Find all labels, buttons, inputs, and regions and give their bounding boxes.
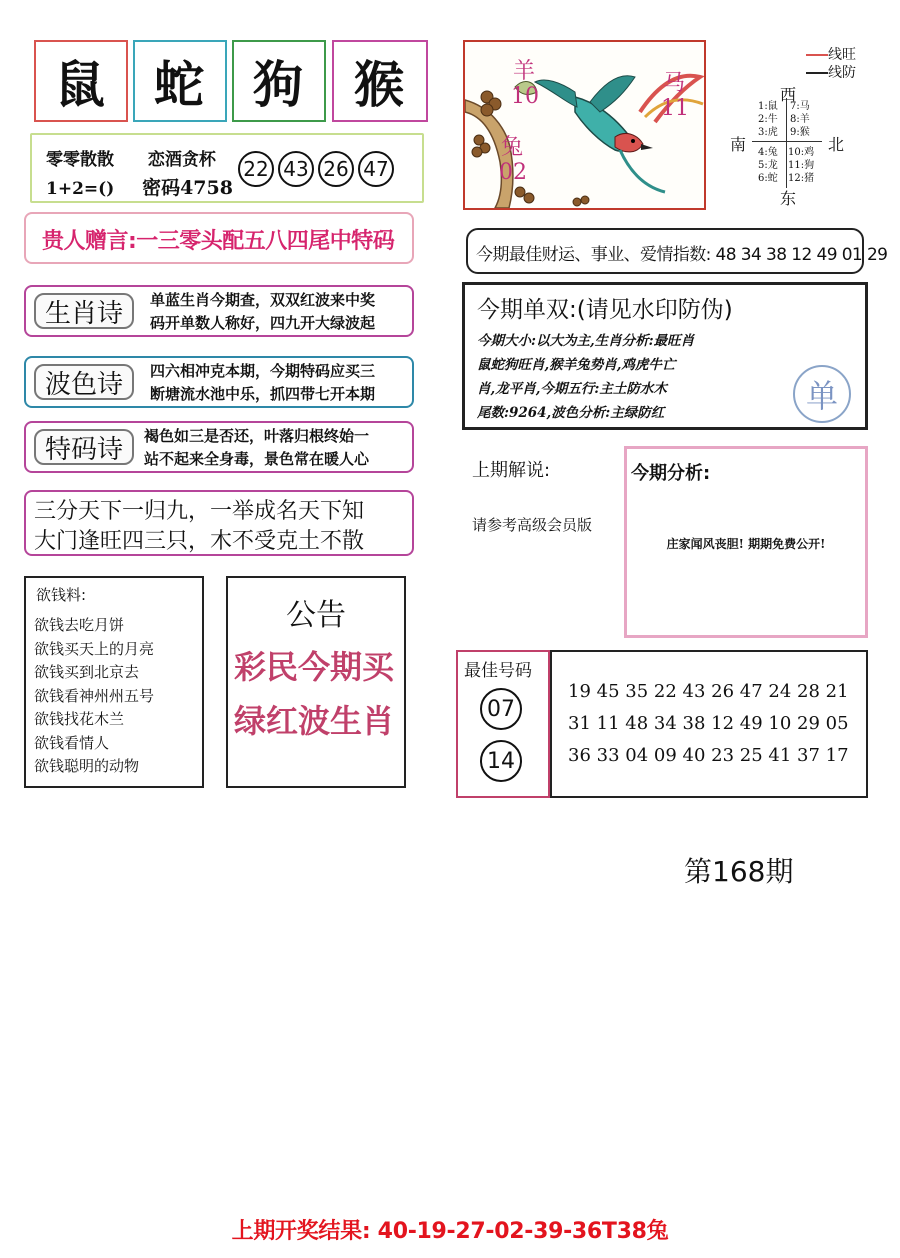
best-number-rows [568, 676, 849, 772]
poem-line: 站不起来全身毒，景色常在暖人心 [144, 450, 370, 468]
best-divider [550, 650, 552, 798]
odd-even-line: 肖,龙平肖,今期五行:主土防水木 [477, 381, 667, 397]
money-title: 欲钱料: [36, 586, 87, 604]
number-row: 36 33 04 09 40 23 25 41 37 17 [568, 745, 849, 766]
notice-line: 彩民今期买 [234, 648, 395, 686]
analysis-text: 庄家闻风丧胆! 期期免费公开! [666, 537, 826, 551]
picture-label-horse: 马 [663, 71, 686, 96]
picture-number-goat: 10 [511, 84, 539, 109]
compass-item: 10:鸡 [788, 147, 815, 158]
list-item: 欲钱找花木兰 [34, 710, 125, 728]
compass-item: 4:兔 [758, 147, 778, 158]
zodiac-box-1 [34, 40, 128, 122]
fortune-box [466, 228, 888, 274]
list-item: 欲钱看情人 [34, 733, 110, 752]
compass-right-bottom [788, 146, 814, 185]
best-numbers-box [456, 650, 868, 798]
compass-item: 1:鼠 [758, 101, 778, 112]
poem-box-special [24, 421, 414, 473]
analysis-title: 今期分析: [631, 463, 711, 484]
compass-north: 北 [828, 135, 845, 154]
verse-line: 大门逢旺四三只，木不受克土不散 [34, 529, 365, 554]
list-item: 欲钱去吃月饼 [34, 616, 125, 634]
compass-item: 8:羊 [790, 114, 810, 125]
zodiac-char: 蛇 [154, 55, 206, 114]
compass-left-top [758, 100, 778, 139]
zodiac-box-4 [332, 40, 428, 122]
poem-box-zodiac [24, 285, 414, 337]
odd-even-box [462, 282, 868, 430]
zodiac-box-3 [232, 40, 326, 122]
zodiac-box-2 [133, 40, 227, 122]
list-item: 欲钱看神州州五号 [34, 686, 155, 705]
odd-stamp: 单 [793, 365, 851, 423]
poem-box-wave [24, 356, 414, 408]
number-row: 31 11 48 34 38 12 49 10 29 05 [568, 713, 849, 734]
lucky-numbers [238, 151, 398, 187]
issue-number: 第168期 [684, 855, 794, 888]
compass-item: 7:马 [790, 101, 810, 112]
compass-left-bottom [758, 146, 778, 185]
poem-label: 特码诗 [34, 429, 134, 465]
poem-line: 断塘流水池中乐，抓四带七开本期 [150, 385, 376, 403]
compass-right-top [790, 100, 810, 139]
money-riddle-box [24, 576, 204, 788]
verse-line: 三分天下一归九，一举成名天下知 [34, 499, 365, 524]
poem-line: 四六相冲克本期，今期特码应买三 [150, 362, 376, 380]
zodiac-char: 狗 [253, 55, 305, 114]
compass-item: 12:猪 [788, 173, 815, 184]
verse-box [24, 490, 414, 556]
poem-label: 生肖诗 [34, 293, 134, 329]
analysis-box [624, 446, 868, 638]
notice-box [226, 576, 406, 788]
lucky-password: 密码4758 [142, 177, 233, 199]
fortune-text: 今期最佳财运、事业、爱情指数: 48 34 38 12 49 01 29 [476, 245, 888, 265]
lucky-formula: 1+2=() [46, 179, 115, 199]
list-item: 欲钱买到北京去 [34, 663, 140, 681]
list-item: 欲钱买天上的月亮 [34, 639, 155, 658]
picture-label-goat: 羊 [513, 59, 536, 84]
odd-even-lines [477, 329, 694, 425]
odd-even-line: 尾数:9264,波色分析:主绿防红 [477, 405, 665, 421]
compass-east: 东 [780, 189, 797, 208]
list-item: 欲钱聪明的动物 [34, 757, 140, 775]
compass-legend [806, 46, 856, 82]
compass-south: 南 [730, 135, 747, 154]
legend-guard: 线防 [828, 65, 856, 81]
notice-title: 公告 [286, 598, 346, 633]
zodiac-char: 猴 [354, 55, 406, 114]
notice-line: 绿红波生肖 [234, 702, 395, 740]
odd-even-title: 今期单双:(请见水印防伪) [477, 297, 733, 323]
odd-even-line: 今期大小:以大为主,生肖分析:最旺肖 [477, 333, 695, 349]
poem-line: 单蓝生肖今期查，双双红波来中奖 [150, 291, 376, 309]
compass-item: 2:牛 [758, 114, 778, 125]
noble-words-box [24, 212, 414, 264]
compass-item: 9:猴 [790, 127, 810, 138]
last-explain-note: 请参考高级会员版 [472, 516, 593, 534]
zodiac-char: 鼠 [55, 55, 107, 114]
last-result: 上期开奖结果: 40-19-27-02-39-36T38兔 [231, 1219, 669, 1244]
lucky-phrase-1: 零零散散 [46, 150, 114, 170]
odd-even-line: 鼠蛇狗旺肖,猴羊兔势肖,鸡虎牛亡 [477, 357, 676, 373]
poem-line: 褐色如三是否还，叶落归根终始一 [144, 427, 370, 445]
poem-line: 码开单数人称好，四九开大绿波起 [150, 314, 376, 332]
last-explain-title: 上期解说: [472, 460, 551, 481]
lucky-number: 26 [318, 151, 354, 187]
picture-label-rabbit: 兔 [501, 135, 524, 160]
lucky-phrase-2: 恋酒贪杯 [147, 150, 216, 170]
picture-number-rabbit: 02 [499, 160, 527, 185]
bird-picture [463, 40, 706, 210]
legend-prosper: 线旺 [828, 47, 856, 63]
lucky-number: 43 [278, 151, 314, 187]
poem-label: 波色诗 [34, 364, 134, 400]
compass-west: 西 [780, 85, 797, 104]
lucky-number: 47 [358, 151, 394, 187]
compass-item: 11:狗 [788, 160, 815, 171]
compass-item: 3:虎 [758, 127, 778, 138]
compass-item: 6:蛇 [758, 173, 778, 184]
best-pick: 07 [480, 688, 522, 730]
best-title: 最佳号码 [464, 661, 532, 681]
lucky-box [30, 133, 424, 203]
compass-item: 5:龙 [758, 160, 778, 171]
noble-words: 贵人赠言:一三零头配五八四尾中特码 [42, 229, 395, 254]
best-pick: 14 [480, 740, 522, 782]
number-row: 19 45 35 22 43 26 47 24 28 21 [568, 681, 849, 702]
lucky-number: 22 [238, 151, 274, 187]
money-list [34, 614, 154, 779]
picture-number-horse: 11 [661, 96, 689, 121]
